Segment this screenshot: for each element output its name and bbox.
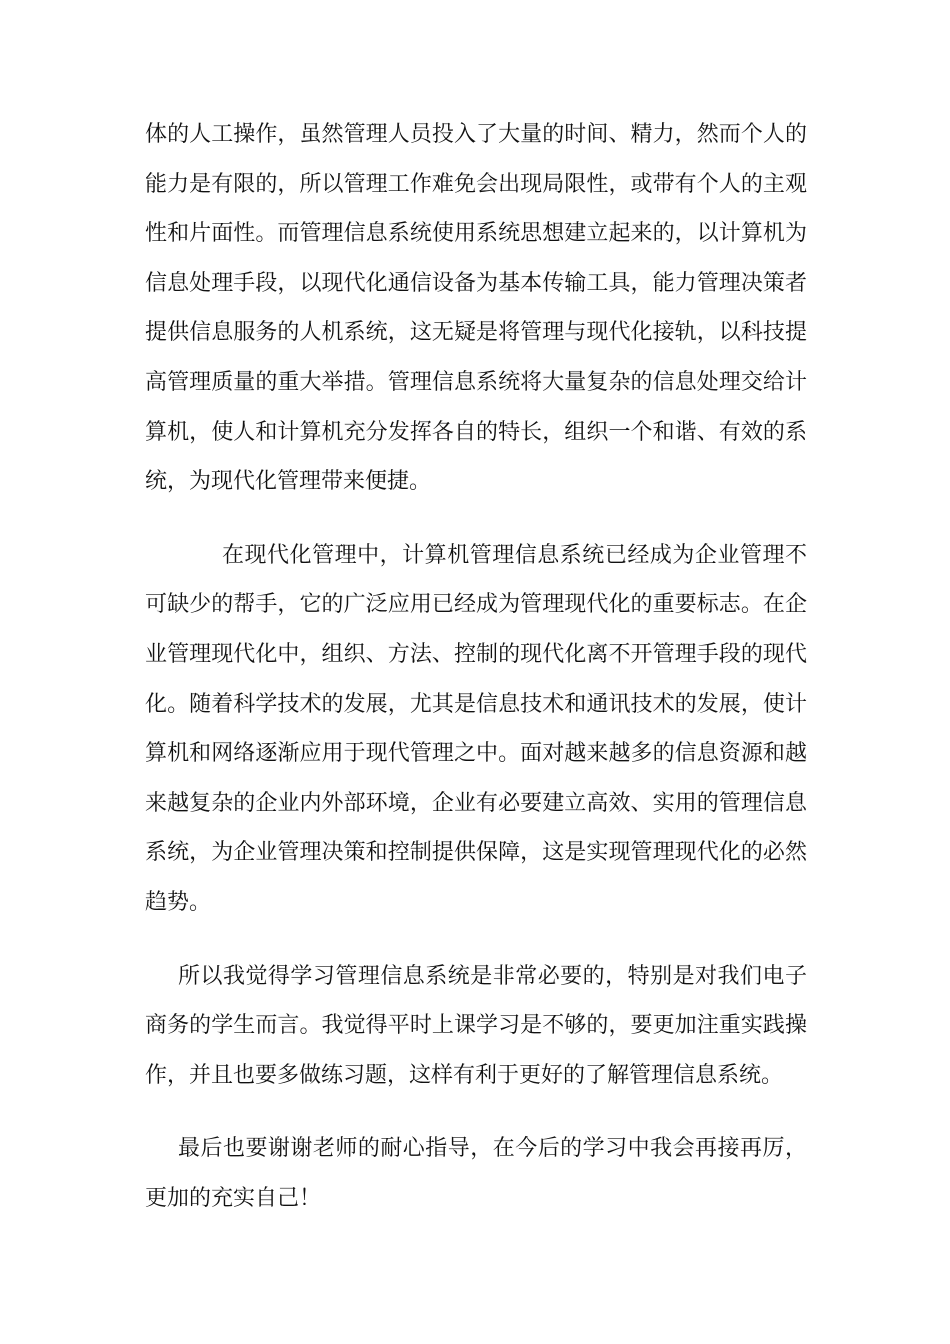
paragraph-2: 在现代化管理中，计算机管理信息系统已经成为企业管理不可缺少的帮手，它的广泛应用已经成为管理现代化的重要标志。在企业管理现代化中，组织、方法、控制的现代化离不开管理手段的现代化。随着科学技术的发展，尤其是信息技术和通讯技术的发展，使计算机和网络逐渐应用于现代管理之中。面对越来越多的信息资源和越来越复杂的企业内外部环境，企业有必要建立高效、实用的管理信息系统，为企业管理决策和控制提供保障，这是实现管理现代化的必然趋势。: [145, 542, 807, 915]
paragraph-3: 所以我觉得学习管理信息系统是非常必要的，特别是对我们电子商务的学生而言。我觉得平时上课学习是不够的，要更加注重实践操作，并且也要多做练习题，这样有利于更好的了解管理信息系统。: [145, 963, 807, 1088]
document-body: [145, 110, 807, 1223]
paragraph-4: 最后也要谢谢老师的耐心指导，在今后的学习中我会再接再厉，更加的充实自己！: [145, 1136, 807, 1211]
paragraph-1: 体的人工操作，虽然管理人员投入了大量的时间、精力，然而个人的能力是有限的，所以管理工作难免会出现局限性，或带有个人的主观性和片面性。而管理信息系统使用系统思想建立起来的，以计算机为信息处理手段，以现代化通信设备为基本传输工具，能力管理决策者提供信息服务的人机系统，这无疑是将管理与现代化接轨，以科技提高管理质量的重大举措。管理信息系统将大量复杂的信息处理交给计算机，使人和计算机充分发挥各自的特长，组织一个和谐、有效的系统，为现代化管理带来便捷。: [145, 122, 807, 495]
